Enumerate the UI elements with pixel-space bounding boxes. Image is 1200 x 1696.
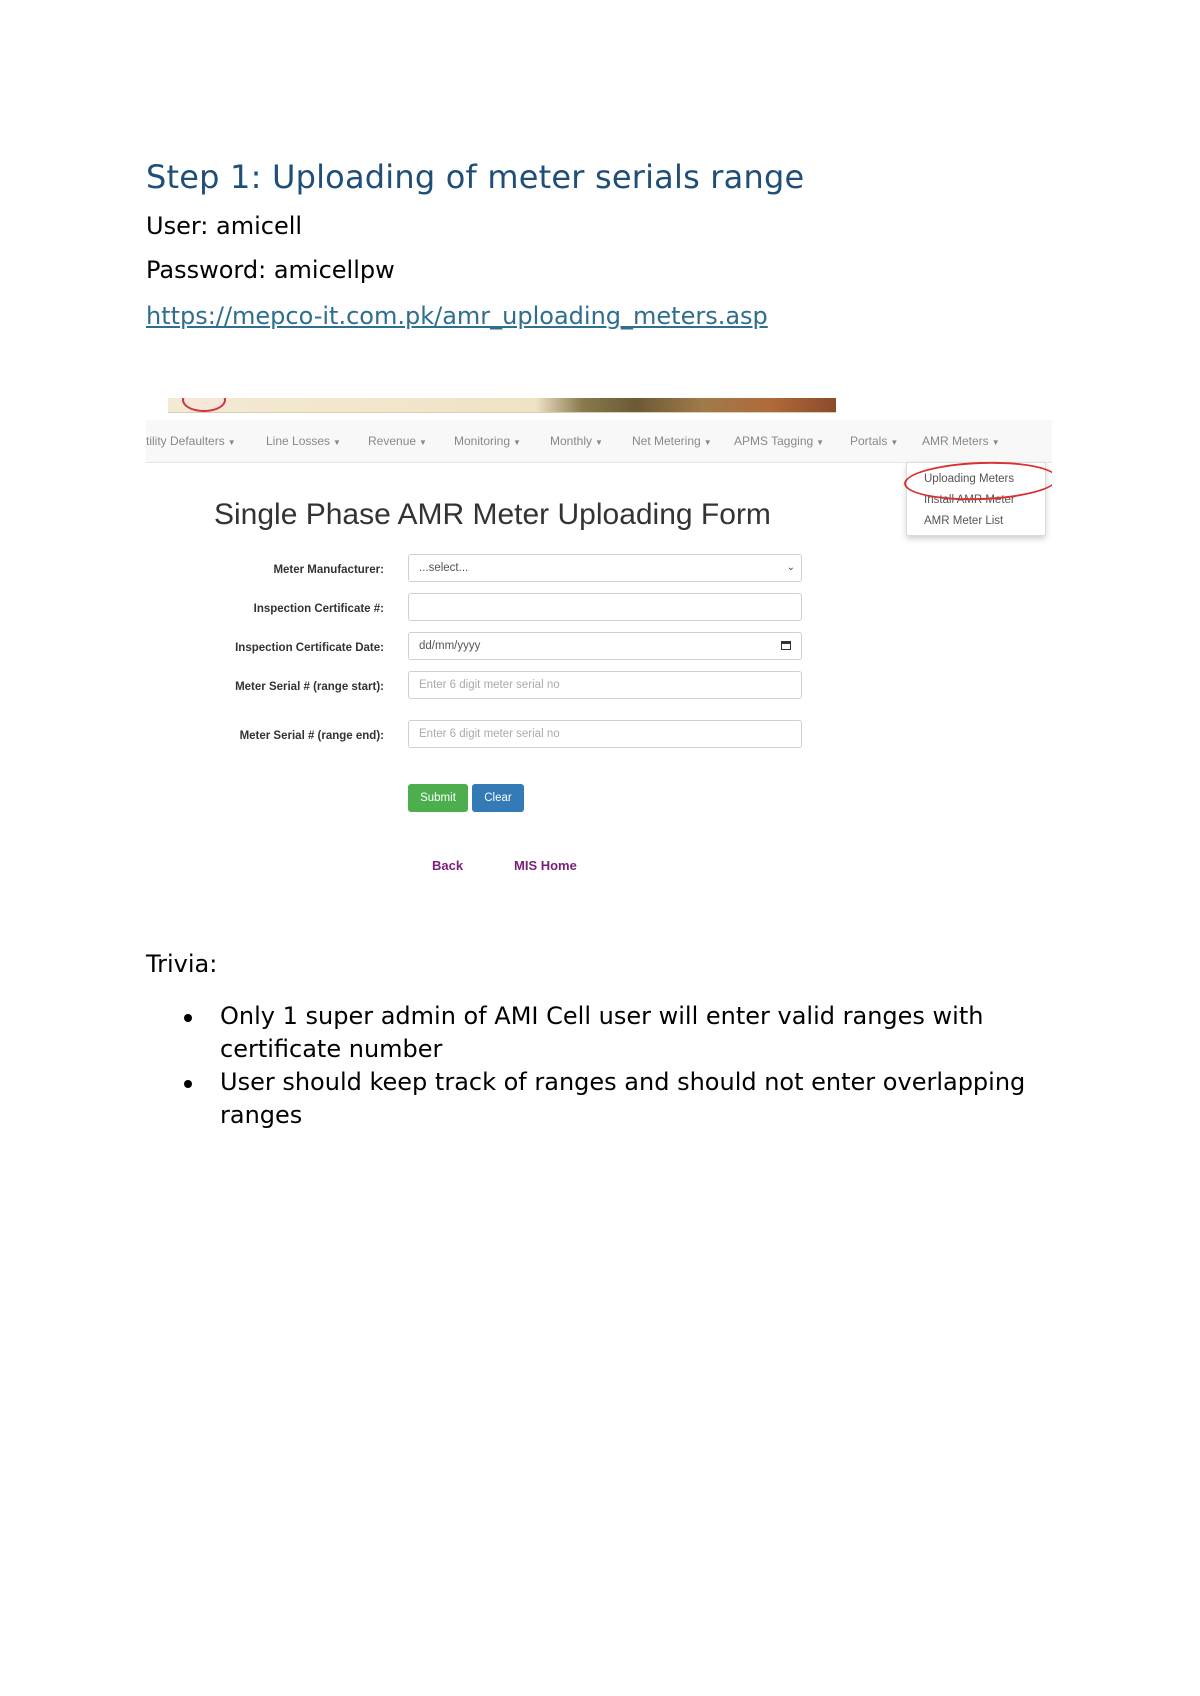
meter-manufacturer-label: Meter Manufacturer: [273, 564, 384, 576]
caret-down-icon: ▼ [595, 438, 603, 447]
nav-label: Monitoring [454, 434, 511, 448]
calendar-icon[interactable] [781, 641, 791, 650]
logo-seal [182, 398, 226, 412]
upload-page-link[interactable]: https://mepco-it.com.pk/amr_uploading_meters.asp [146, 302, 768, 330]
user-credential: User: amicell [146, 212, 303, 240]
chevron-down-icon: ⌄ [786, 562, 795, 573]
nav-item-monitoring[interactable] [454, 434, 521, 448]
document-heading: Step 1: Uploading of meter serials range [146, 158, 805, 196]
date-value: dd/mm/yyyy [419, 640, 481, 652]
nav-label: AMR Meters [922, 434, 989, 448]
menu-item-uploading-meters[interactable]: Uploading Meters [924, 473, 1015, 485]
serial-range-end-input[interactable]: Enter 6 digit meter serial no [408, 720, 802, 748]
nav-item-utility-defaulters[interactable] [146, 434, 236, 448]
inspection-date-label: Inspection Certificate Date: [235, 642, 384, 654]
nav-item-portals[interactable] [850, 434, 898, 448]
serial-range-start-input[interactable]: Enter 6 digit meter serial no [408, 671, 802, 699]
nav-item-net-metering[interactable] [632, 434, 712, 448]
list-item [146, 1066, 1066, 1132]
back-link[interactable]: Back [432, 858, 464, 873]
select-value: ...select... [419, 562, 469, 574]
nav-label: Monthly [550, 434, 593, 448]
trivia-heading: Trivia: [146, 950, 218, 978]
inspection-certificate-label: Inspection Certificate #: [253, 603, 384, 615]
nav-label: APMS Tagging [734, 434, 814, 448]
caret-down-icon: ▼ [890, 438, 899, 447]
bullet-icon [184, 1014, 192, 1022]
nav-item-monthly[interactable] [550, 434, 603, 448]
form-title: Single Phase AMR Meter Uploading Form [214, 498, 771, 531]
caret-down-icon: ▼ [333, 438, 341, 447]
nav-label: Net Metering [632, 434, 701, 448]
mis-home-link[interactable]: MIS Home [514, 858, 577, 873]
inspection-date-input[interactable] [408, 632, 802, 660]
nav-item-apms-tagging[interactable] [734, 434, 824, 448]
top-navbar [146, 420, 1052, 463]
nav-label: tility Defaulters [146, 434, 225, 448]
nav-label: Portals [850, 434, 888, 448]
serial-range-end-label: Meter Serial # (range end): [239, 730, 384, 742]
nav-item-line-losses[interactable] [266, 434, 341, 448]
list-item-text: User should keep track of ranges and should not enter overlapping ranges [220, 1068, 1026, 1129]
caret-down-icon: ▼ [991, 438, 1000, 447]
caret-down-icon: ▼ [703, 438, 712, 447]
nav-item-revenue[interactable] [368, 434, 427, 448]
list-item [146, 1000, 1066, 1066]
submit-button[interactable]: Submit [408, 784, 468, 812]
caret-down-icon: ▼ [513, 438, 521, 447]
embedded-screenshot [146, 398, 1052, 900]
nav-label: Line Losses [266, 434, 331, 448]
menu-item-install-amr-meter[interactable]: Install AMR Meter [924, 494, 1015, 506]
clear-button[interactable]: Clear [472, 784, 524, 812]
caret-down-icon: ▼ [816, 438, 825, 447]
serial-range-start-label: Meter Serial # (range start): [235, 681, 384, 693]
nav-label: Revenue [368, 434, 417, 448]
list-item-text: Only 1 super admin of AMI Cell user will enter valid ranges with certificate number [220, 1002, 984, 1063]
nav-item-amr-meters[interactable] [922, 434, 1000, 448]
trivia-list [146, 1000, 1066, 1132]
caret-down-icon: ▼ [227, 438, 236, 447]
meter-manufacturer-select[interactable] [408, 554, 802, 582]
menu-item-amr-meter-list[interactable]: AMR Meter List [924, 515, 1004, 527]
password-credential: Password: amicellpw [146, 256, 395, 284]
inspection-certificate-input[interactable] [408, 593, 802, 621]
caret-down-icon: ▼ [419, 438, 427, 447]
site-banner [168, 398, 836, 413]
bullet-icon [184, 1080, 192, 1088]
